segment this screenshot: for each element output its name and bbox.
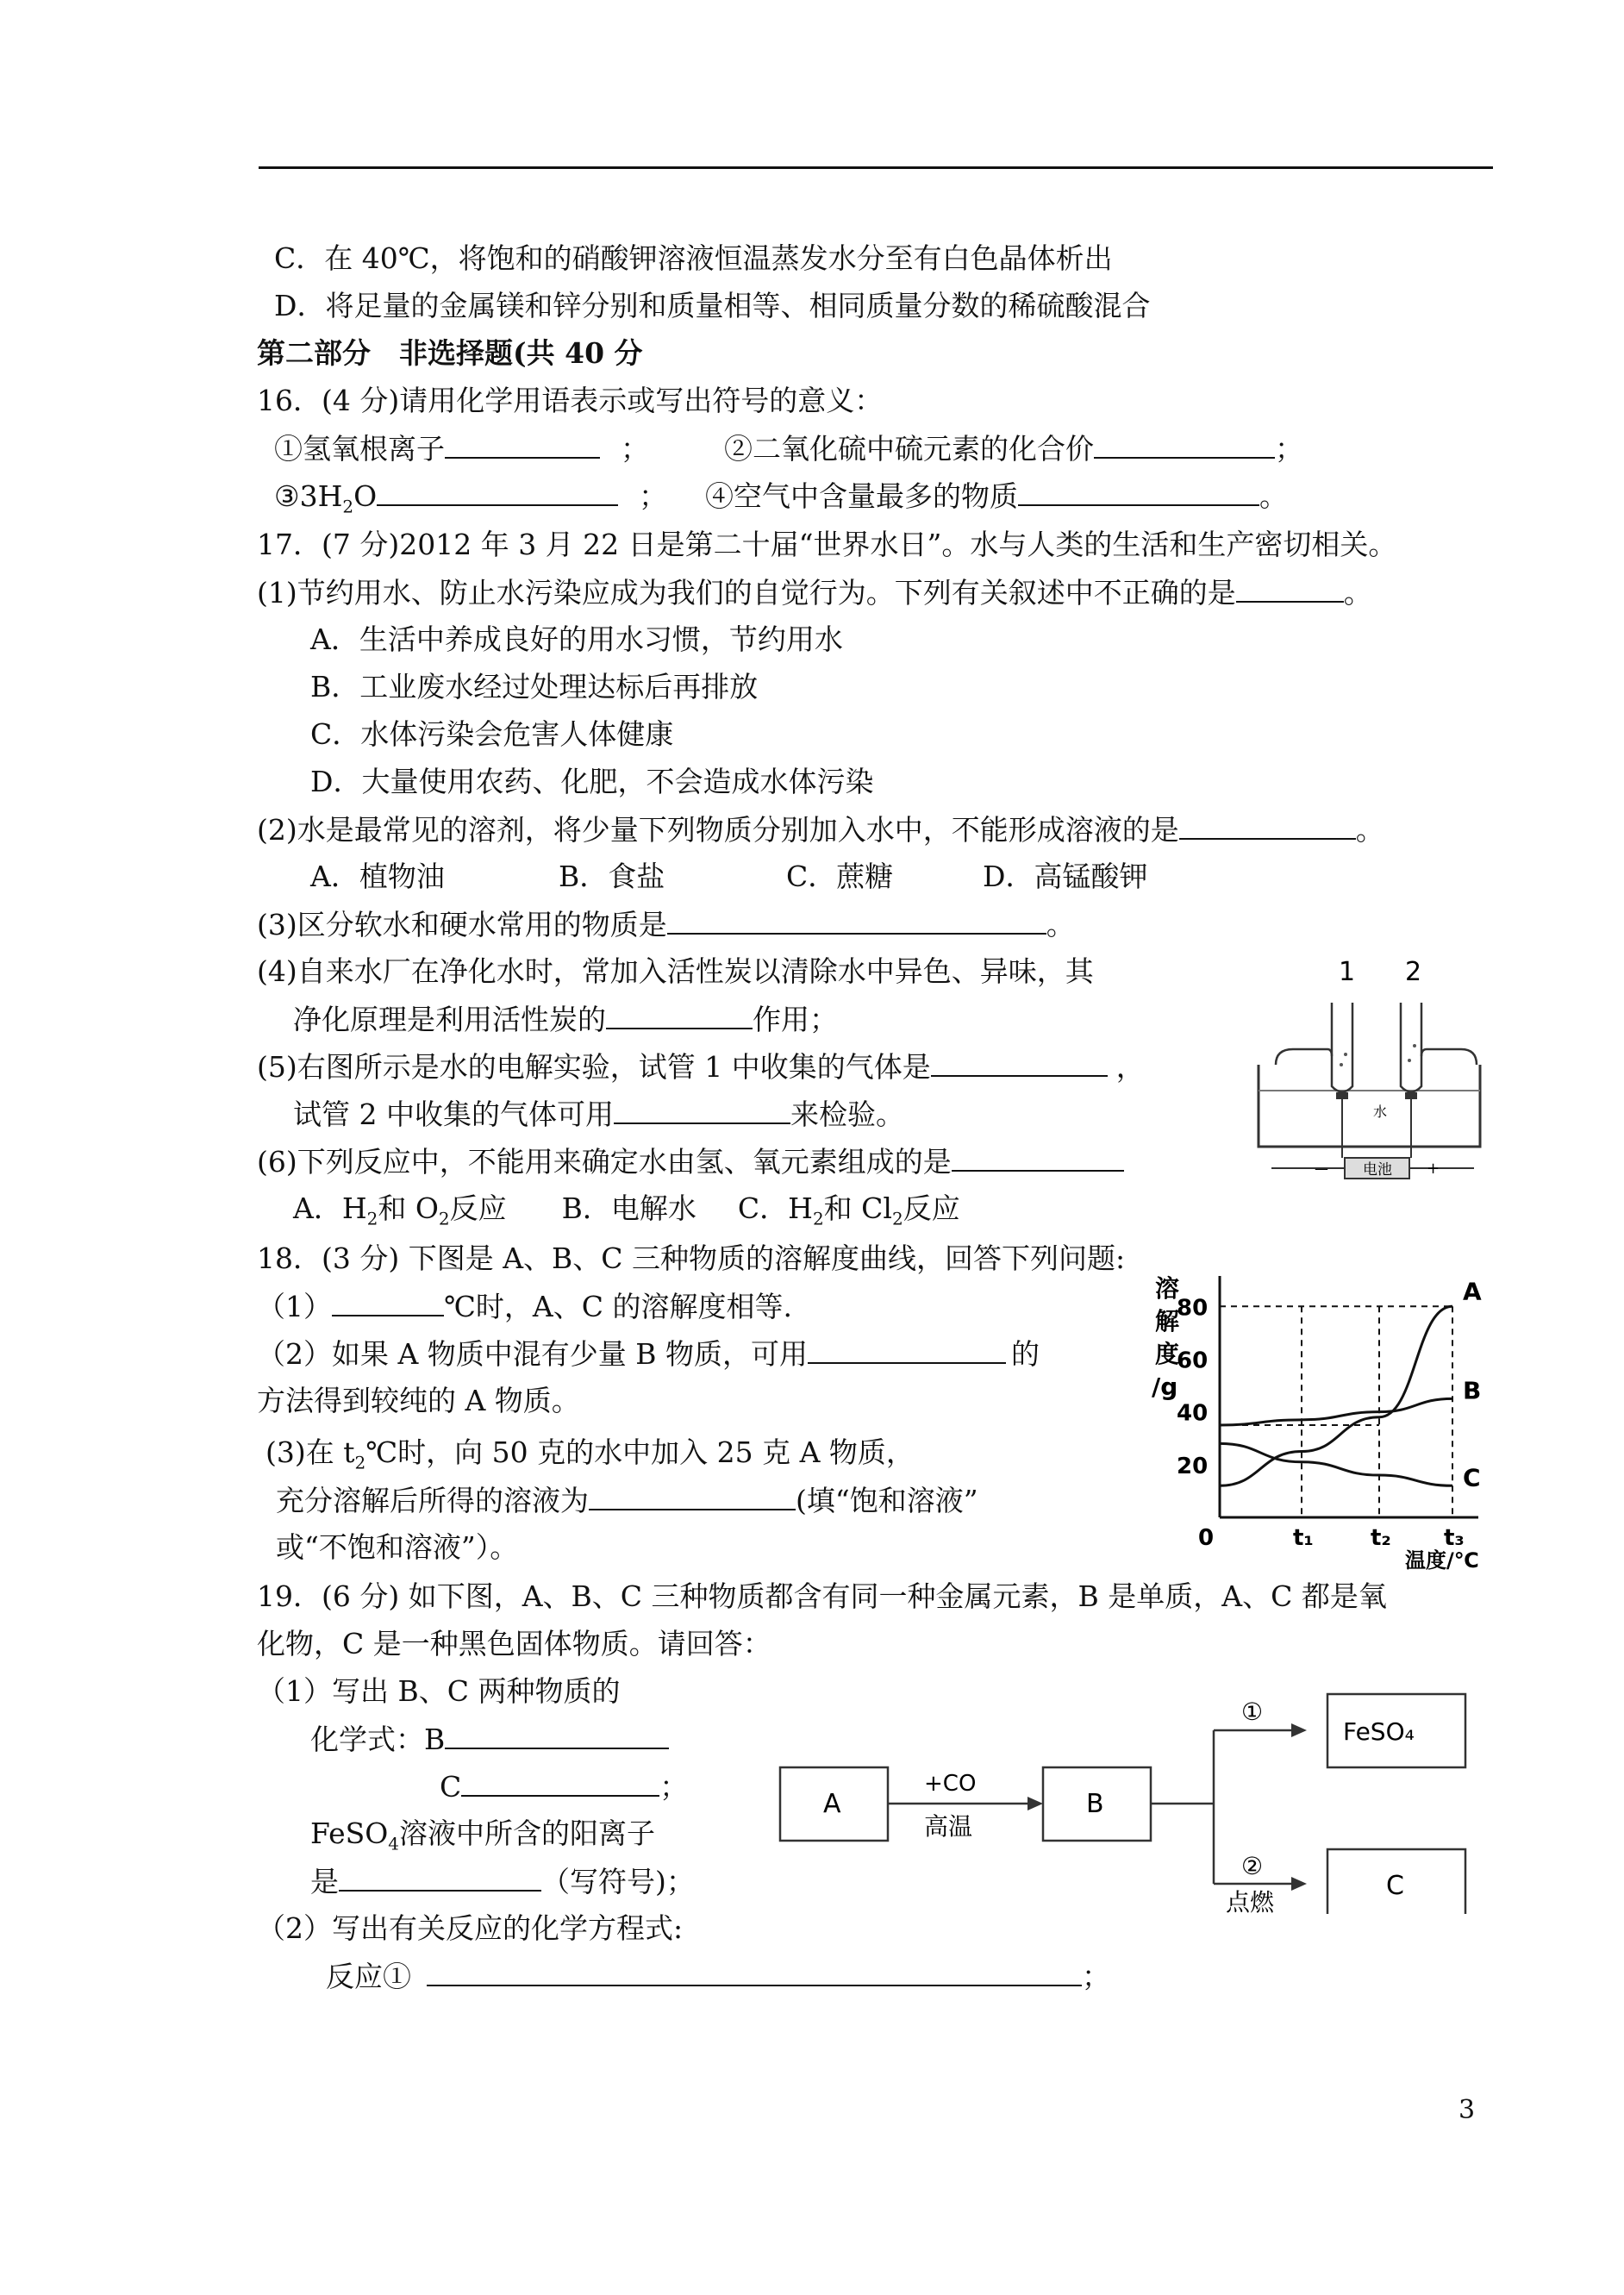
y-tick-label: 20 — [1177, 1453, 1209, 1479]
q17-part-1: (1)节约用水、防止水污染应成为我们的自觉行为。下列有关叙述中不正确的是 。 — [257, 576, 1372, 610]
x-tick-label: t₃ — [1444, 1525, 1465, 1551]
y-axis-title-char: 溶 — [1155, 1274, 1180, 1303]
option-d: D．将足量的金属镁和锌分别和质量相等、相同质量分数的稀硫酸混合 — [274, 289, 1151, 322]
q19-part-1-line-3: C ； — [440, 1770, 689, 1804]
series-label-B: B — [1463, 1376, 1482, 1405]
q17-part-5-line-2: 试管 2 中收集的气体可用 来检验。 — [293, 1097, 904, 1131]
q17-6-options: A．$H_2$和 $O_2$反应 B．电解水 C．$H_2$和 $Cl_2$反应 — [293, 1191, 960, 1229]
series-line-B — [1220, 1398, 1452, 1425]
q18-part-3-line-3: 或“不饱和溶液”）。 — [276, 1530, 519, 1564]
x-tick-label: t₂ — [1371, 1525, 1391, 1551]
q17-part-2: (2)水是最常见的溶剂，将少量下列物质分别加入水中，不能形成溶液的是 。 — [257, 813, 1384, 847]
battery-minus: — — [1315, 1160, 1328, 1177]
q16-item-1: ①氢氧根离子 ； — [274, 432, 649, 466]
bubble — [1344, 1053, 1347, 1056]
series-label-A: A — [1463, 1277, 1482, 1306]
test-tube-2 — [1401, 1003, 1421, 1092]
reaction-flow-diagram — [776, 1681, 1491, 1914]
battery-plus: + — [1427, 1160, 1440, 1178]
q19-reaction-1: 反应① ； — [326, 1960, 1110, 1993]
step-2-condition: 点燃 — [1226, 1888, 1275, 1914]
y-tick-label: 80 — [1177, 1295, 1209, 1322]
tube-1-label: 1 — [1339, 957, 1356, 987]
series-label-C: C — [1463, 1463, 1481, 1492]
q19-part-1-line-2: 化学式：B — [310, 1722, 669, 1757]
q16-item-2: ②二氧化硫中硫元素的化合价 ； — [724, 432, 1303, 466]
q17-1-option-a: A．生活中养成良好的用水习惯，节约用水 — [310, 622, 843, 656]
q17-part-5-line-1: (5)右图所示是水的电解实验，试管 1 中收集的气体是 ， — [257, 1050, 1145, 1084]
q17-2-option-b: B．食盐 — [559, 860, 665, 893]
q18-part-3-line-1: (3)在 $t_2℃$时，向 50 克的水中加入 25 克 A 物质， — [265, 1435, 915, 1473]
arrow-head — [1291, 1723, 1307, 1737]
question-18: 18．(3 分) 下图是 A、B、C 三种物质的溶解度曲线，回答下列问题: — [257, 1241, 1126, 1275]
q18-part-2-line-1: （2）如果 A 物质中混有少量 B 物质，可用 的 — [257, 1337, 1040, 1371]
q17-2-option-c: C．蔗糖 — [786, 860, 894, 893]
question-19-line-2: 化物，C 是一种黑色固体物质。请回答： — [257, 1627, 771, 1660]
q18-part-2-line-2: 方法得到较纯的 A 物质。 — [257, 1384, 580, 1417]
box-b-label: B — [1086, 1789, 1104, 1819]
q19-part-1-line-4: FeSO$_4$溶液中所含的阳离子 — [310, 1817, 656, 1854]
q19-part-1-line-1: （1）写出 B、C 两种物质的 — [257, 1674, 621, 1708]
electrolysis-diagram — [1254, 953, 1491, 1198]
q19-part-1-line-5: 是 （写符号)； — [310, 1865, 695, 1898]
y-axis-title-char: 度 — [1155, 1340, 1180, 1368]
box-feso4-label: FeSO₄ — [1343, 1717, 1415, 1746]
connecting-tube-right — [1421, 1049, 1477, 1065]
header-rule — [259, 166, 1493, 169]
q17-part-3: (3)区分软水和硬水常用的物质是 。 — [257, 908, 1075, 941]
question-17: 17．(7 分)2012 年 3 月 22 日是第二十届“世界水日”。水与人类的生活和生产密切相关。 — [257, 528, 1397, 561]
x-tick-label: 0 — [1198, 1525, 1215, 1551]
y-tick-label: 60 — [1177, 1348, 1209, 1374]
connecting-tube-left — [1276, 1049, 1332, 1065]
section-heading: 第二部分 非选择题(共 40 分 — [257, 336, 643, 370]
step-1-label: ① — [1241, 1698, 1264, 1726]
step-2-label: ② — [1241, 1852, 1264, 1880]
q17-2-option-d: D．高锰酸钾 — [983, 860, 1148, 893]
arrow-head — [1291, 1877, 1307, 1891]
box-c-label: C — [1386, 1871, 1404, 1901]
x-axis-title: 温度/℃ — [1405, 1548, 1479, 1573]
q17-1-option-c: C．水体污染会危害人体健康 — [310, 717, 674, 751]
q19-part-2: （2）写出有关反应的化学方程式: — [257, 1911, 684, 1945]
question-19-line-1: 19．(6 分) 如下图，A、B、C 三种物质都含有同一种金属元素，B 是单质，A、C 都是氧 — [257, 1579, 1387, 1613]
q16-item-4: ④空气中含量最多的物质 。 — [705, 479, 1288, 513]
question-16: 16．(4 分)请用化学用语表示或写出符号的意义： — [257, 384, 884, 417]
bubble — [1340, 1063, 1343, 1066]
q17-1-option-d: D．大量使用农药、化肥，不会造成水体污染 — [310, 765, 874, 798]
y-tick-label: 40 — [1177, 1400, 1209, 1427]
bubble — [1408, 1059, 1411, 1062]
box-a-label: A — [823, 1789, 841, 1819]
test-tube-1 — [1332, 1003, 1352, 1092]
arrow-bottom-label: 高温 — [924, 1812, 973, 1841]
x-tick-label: t₁ — [1293, 1525, 1314, 1551]
arrow-head — [1027, 1797, 1043, 1810]
q17-part-4-line-1: (4)自来水厂在净化水时，常加入活性炭以清除水中异色、异味，其 — [257, 954, 1094, 988]
electrode-2 — [1405, 1092, 1417, 1099]
battery-label: 电池 — [1363, 1161, 1392, 1179]
electrode-1 — [1336, 1092, 1348, 1099]
q17-2-option-a: A．植物油 — [310, 860, 445, 893]
water-label: 水 — [1373, 1104, 1388, 1120]
page-number: 3 — [1458, 2095, 1476, 2125]
arrow-top-label: +CO — [924, 1771, 977, 1797]
bubble — [1413, 1044, 1416, 1047]
q17-part-4-line-2: 净化原理是利用活性炭的 作用； — [293, 1003, 838, 1036]
q17-1-option-b: B．工业废水经过处理达标后再排放 — [310, 670, 759, 704]
series-line-A — [1220, 1306, 1452, 1485]
y-axis-title — [1152, 1274, 1179, 1401]
q18-part-1: （1） ℃时，A、C 的溶解度相等. — [257, 1290, 792, 1323]
water-trough — [1259, 1065, 1480, 1147]
tube-2-label: 2 — [1405, 957, 1422, 987]
option-c: C．在 40℃，将饱和的硝酸钾溶液恒温蒸发水分至有白色晶体析出 — [274, 241, 1113, 275]
solubility-chart — [1138, 1259, 1496, 1578]
y-axis-title-char: /g — [1152, 1373, 1178, 1401]
y-axis-title-char: 解 — [1155, 1307, 1180, 1335]
q16-item-3: $③3H_2O$ ； — [274, 479, 668, 517]
series-line-C — [1220, 1443, 1452, 1485]
q18-part-3-line-2: 充分溶解后所得的溶液为 (填“饱和溶液” — [276, 1484, 978, 1517]
q17-part-6: (6)下列反应中，不能用来确定水由氢、氧元素组成的是 — [257, 1144, 1124, 1179]
